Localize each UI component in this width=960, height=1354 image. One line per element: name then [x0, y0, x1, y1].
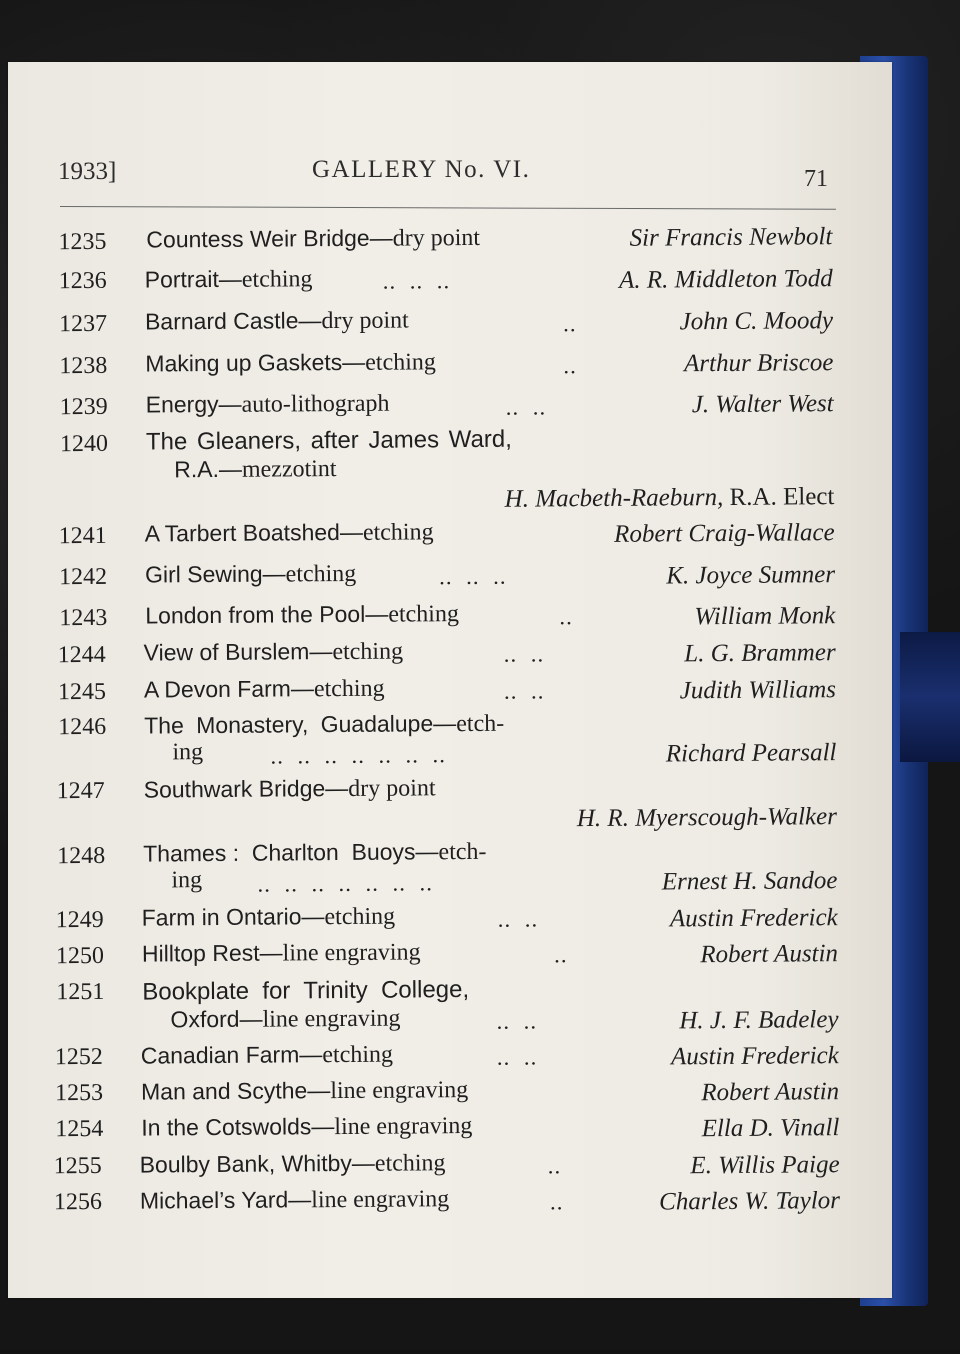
- leader-dots: ..: [547, 1153, 562, 1179]
- entry-number: 1241: [58, 522, 107, 550]
- entry-title: A Tarbert Boatshed—etching: [144, 518, 434, 547]
- leader-dots: .. .. ..: [382, 268, 451, 294]
- entry-title-line: The Monastery, Guadalupe—etch-: [144, 710, 505, 739]
- entry-artist: William Monk: [694, 602, 836, 631]
- entry-number: 1245: [57, 678, 107, 706]
- entry-title: In the Cotswolds—line engraving: [141, 1112, 473, 1141]
- entry-title: Southwark Bridge—dry point: [143, 774, 436, 803]
- running-head-title: GALLERY No. VI.: [312, 156, 531, 183]
- entry-number: 1256: [53, 1188, 103, 1216]
- entry-number: 1251: [56, 978, 105, 1006]
- leader-dots: .. ..: [503, 678, 545, 704]
- entry-title-line: Thames : Charlton Buoys—etch-: [143, 838, 487, 867]
- entry-artist: E. Willis Paige: [690, 1151, 840, 1180]
- entry-artist: Sir Francis Newbolt: [629, 223, 833, 252]
- entry-title: Barnard Castle—dry point: [144, 307, 409, 335]
- entry-artist: Ella D. Vinall: [701, 1114, 840, 1143]
- entry-number: 1255: [53, 1152, 102, 1180]
- entry-title: Michael’s Yard—line engraving: [139, 1186, 450, 1214]
- entry-title: Energy—auto-lithograph: [145, 390, 390, 418]
- entry-number: 1254: [55, 1115, 104, 1143]
- entry-title: Girl Sewing—etching: [144, 560, 357, 588]
- entry-artist: Robert Craig-Wallace: [614, 519, 835, 548]
- entry-artist: Charles W. Taylor: [658, 1187, 841, 1216]
- leader-dots: .. .. ..: [438, 563, 507, 590]
- entry-artist: Arthur Briscoe: [683, 349, 834, 378]
- entry-title-line: R.A.—mezzotint: [174, 455, 337, 483]
- entry-artist: John C. Moody: [679, 307, 834, 336]
- entry-title: Man and Scythe—line engraving: [140, 1077, 469, 1105]
- entry-number: 1253: [54, 1079, 104, 1107]
- entry-number: 1252: [54, 1043, 103, 1071]
- entry-number: 1235: [58, 228, 107, 256]
- leader-dots: .. ..: [505, 394, 547, 420]
- leader-dots: ..: [563, 353, 577, 379]
- entry-artist: A. R. Middleton Todd: [618, 265, 833, 294]
- leader-dots: .. .. .. .. .. .. ..: [257, 870, 434, 897]
- entry-number: 1249: [55, 906, 104, 934]
- entry-title: Hilltop Rest—line engraving: [141, 939, 421, 967]
- entry-artist: H. R. Myerscough-Walker: [576, 803, 838, 833]
- entry-title: Making up Gaskets—etching: [145, 348, 436, 377]
- entry-title: Portrait—etching: [144, 265, 313, 293]
- entry-artist: Ernest H. Sandoe: [661, 867, 838, 896]
- leader-dots: ..: [559, 604, 573, 630]
- entry-title-line: The Gleaners, after James Ward,: [145, 425, 512, 456]
- entry-number: 1243: [59, 604, 108, 632]
- entry-artist: H. Macbeth-Raeburn, R.A. Elect: [504, 483, 835, 513]
- entry-title: View of Burslem—etching: [143, 638, 404, 666]
- leader-dots: .. ..: [503, 641, 545, 667]
- running-head-year: 1933]: [58, 158, 117, 185]
- leader-dots: .. ..: [496, 1008, 538, 1034]
- entry-title-line: ing: [172, 739, 204, 766]
- leader-dots: .. .. .. .. .. .. ..: [270, 742, 447, 769]
- entry-number: 1248: [57, 842, 106, 870]
- entry-artist: Richard Pearsall: [665, 739, 837, 768]
- entry-title: Boulby Bank, Whitby—etching: [139, 1149, 446, 1178]
- entry-title-line: Oxford—line engraving: [170, 1005, 401, 1033]
- entry-number: 1238: [59, 352, 108, 380]
- entry-title: Countess Weir Bridge—dry point: [146, 224, 481, 253]
- entry-artist: Robert Austin: [701, 1078, 840, 1107]
- entry-artist: Robert Austin: [700, 940, 839, 969]
- entry-number: 1242: [58, 563, 108, 591]
- leader-dots: .. ..: [496, 1044, 538, 1070]
- entry-number: 1246: [58, 713, 107, 741]
- entry-title-line: ing: [171, 867, 203, 894]
- entry-artist: Judith Williams: [679, 676, 837, 705]
- leader-dots: .. ..: [497, 906, 539, 932]
- entry-artist: Austin Frederick: [670, 1042, 839, 1071]
- entry-number: 1250: [55, 942, 105, 970]
- entry-number: 1239: [59, 393, 108, 421]
- entry-artist: K. Joyce Sumner: [666, 561, 836, 590]
- entry-title: London from the Pool—etching: [145, 600, 460, 629]
- entry-title-line: Bookplate for Trinity College,: [142, 976, 470, 1006]
- entry-title: Canadian Farm—etching: [140, 1041, 394, 1069]
- leader-dots: ..: [562, 311, 577, 337]
- page-number: 71: [804, 166, 828, 192]
- entry-number: 1240: [59, 430, 109, 458]
- leader-dots: ..: [549, 1189, 564, 1215]
- entry-artist: J. Walter West: [691, 390, 834, 419]
- entry-number: 1236: [58, 267, 107, 295]
- entry-artist: Austin Frederick: [669, 904, 838, 933]
- entry-title: A Devon Farm—etching: [143, 675, 385, 703]
- entry-title: Farm in Ontario—etching: [141, 903, 396, 931]
- entry-number: 1237: [58, 310, 108, 338]
- entry-artist: H. J. F. Badeley: [679, 1006, 839, 1035]
- entry-artist: L. G. Brammer: [684, 639, 836, 668]
- entry-number: 1244: [57, 641, 106, 669]
- entry-number: 1247: [56, 777, 105, 805]
- leader-dots: ..: [553, 942, 568, 968]
